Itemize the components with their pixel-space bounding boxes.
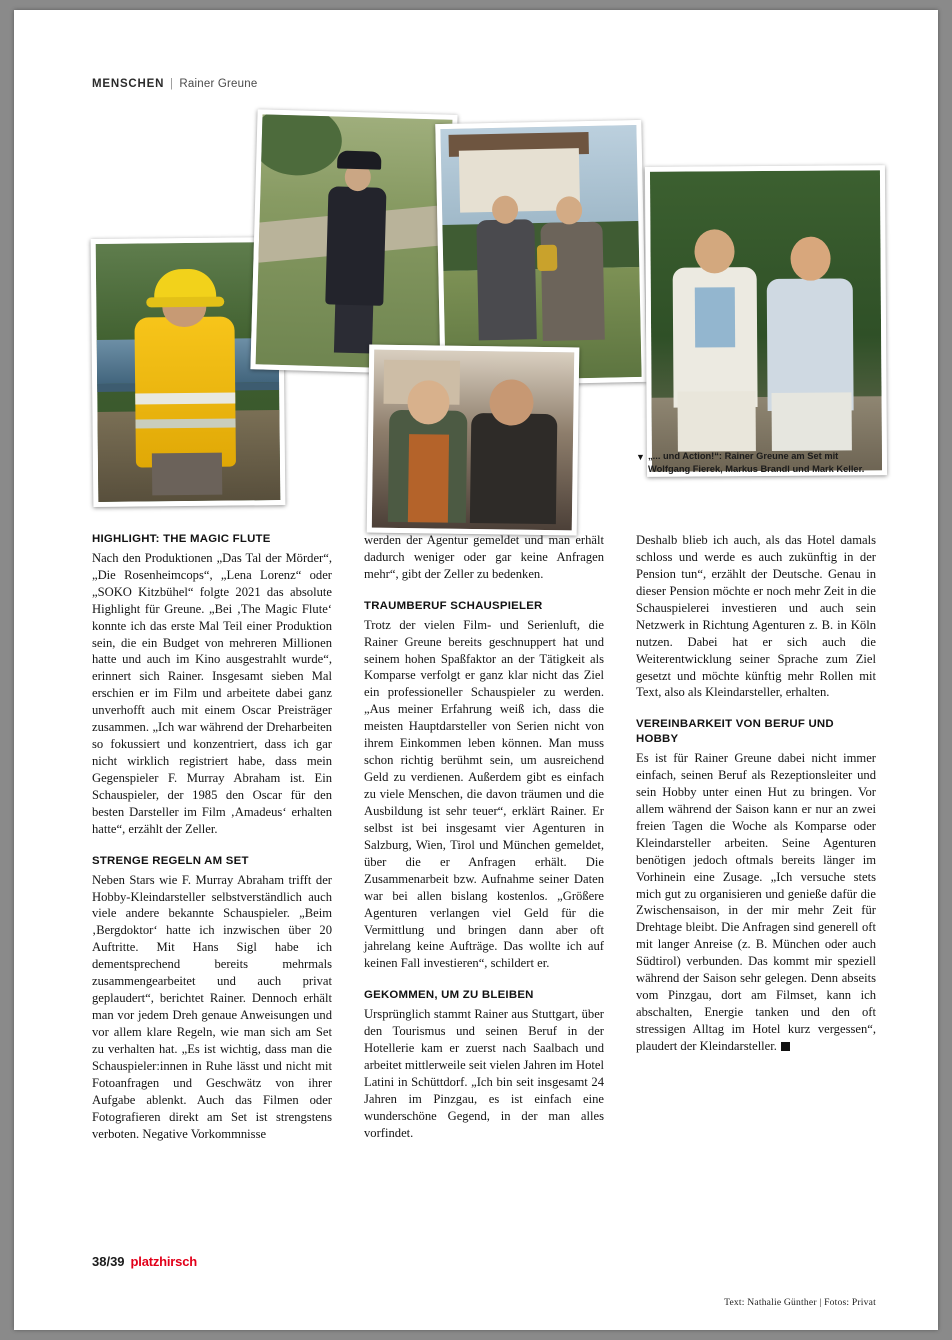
- paragraph: Deshalb blieb ich auch, als das Hotel damals schloss und werde es auch zukünftig in der Pension tun“, erzählt der Deutsche. Genau in dieser Pension möchte er noch mehr Zeit in die Schauspielerei investieren und auch sein Netzwerk in Richtung Agenturen z. B. in Köln nutzen. Dabei hat er sich auch die Weiterentwicklung seiner Sprache zum Ziel gesetzt und möchte künftig mehr Rollen mit Text, also als Kleindarsteller, erhalten.: [636, 533, 876, 700]
- photo-caption: [636, 450, 878, 477]
- page-footer: [92, 1254, 197, 1269]
- caption-marker-icon: ▼: [636, 452, 645, 462]
- photo-two-men-thumbs-up: [645, 165, 887, 477]
- paragraph: Ursprünglich stammt Rainer aus Stuttgart, über den Tourismus und seinen Beruf in der Hotellerie kam er zuerst nach Saalbach und arbeitet mittlerweile seit vielen Jahren im Hotel Latini in Schüttdorf. „Ich bin seit insgesamt 24 Jahren im Pinzgau, es ist einfach eine wunderschöne Gegend, in der man alles vorfindet.: [364, 1007, 604, 1140]
- page-number: 38/39: [92, 1254, 125, 1269]
- magazine-page: [14, 10, 938, 1330]
- paragraph-last: [636, 750, 876, 1055]
- article-column-3: [636, 532, 876, 1055]
- caption-text: „... und Action!“: Rainer Greune am Set mit Wolfgang Fierek, Markus Brandl und Mark Keller.: [648, 451, 865, 475]
- paragraph-text: Es ist für Rainer Greune dabei nicht immer einfach, seinen Beruf als Rezeptionsleiter und sein Hobby unter einen Hut zu bringen. Vor allem während der Saison kann er nur an zwei freien Tagen die Woche als Komparse oder Kleindarsteller arbeiten. Seine Agenturen benötigen jedoch oftmals bereits länger im Vorhinein eine Zusage. „Ich versuche stets mich gut zu organisieren und genieße dafür die Zwischensaison, in der mir mehr Zeit für Drehtage bleibt. Die Anfragen sind generell oft mit langer Anreise (z. B. München oder auch Südtirol) verbunden. Das kommt mir speziell während der Saison sehr gelegen. Denn abseits vom Pinzgau, dort am Filmset, kann ich abschalten, Energie tanken und den oft stressigen Alltag im Hotel kurz vergessen“, plaudert der Kleindarsteller.: [636, 751, 876, 1053]
- breadcrumb-section: MENSCHEN: [92, 78, 165, 90]
- section-heading-gekommen: GEKOMMEN, UM ZU BLEIBEN: [364, 989, 534, 1002]
- paragraph: werden der Agentur gemeldet und man erhält dadurch weniger oder gar keine Anfragen mehr“, gibt der Zeller zu bedenken.: [364, 533, 604, 581]
- section-heading-traumberuf: TRAUMBERUF SCHAUSPIELER: [364, 599, 543, 612]
- photo-man-in-suit-with-hat: [250, 109, 457, 374]
- paragraph: Nach den Produktionen „Das Tal der Mörder“, „Die Rosenheimcops“, „Lena Lorenz“ oder „SOKO Kitzbühel“ folgte 2021 das absolute Highlight für Greune. „Bei ‚The Magic Flute‘ konnte ich das erste Mal Teil einer Produktion sein, die ein Budget von mehreren Millionen hatte und auch im Kino ausgestrahlt wurde“, erinnert sich Rainer. Insgesamt sieben Mal erschien er im Film und arbeitete dabei ganz unverhofft auch mit einem Oscar Preisträger zusammen. „Ich war während der Dreharbeiten so fokussiert und konzentriert, dass ich gar nicht wirklich registriert habe, dass mein Gegenspieler F. Murray Abraham ist. Ein Schauspieler, der 1985 den Oscar für den besten Darsteller im Film ‚Amadeus‘ erhalten hatte“, erzählt der Zeller.: [92, 550, 332, 836]
- photo-collage: [78, 98, 878, 498]
- article-credit: Text: Nathalie Günther | Fotos: Privat: [724, 1297, 876, 1308]
- photo-two-men-selfie: [367, 345, 580, 536]
- section-heading-strenge-regeln: STRENGE REGELN AM SET: [92, 854, 249, 867]
- paragraph: Trotz der vielen Film- und Serienluft, die Rainer Greune bereits geschnuppert hat und seinem hohen Spaßfaktor an der Tätigkeit als Komparse verfolgt er ganz klar nicht das Ziel ein professioneller Schauspieler zu werden. „Aus meiner Erfahrung weiß ich, dass die meisten Hauptdarsteller von Serien nicht von ihrem Einkommen leben können. Man muss schon richtig berühmt sein, um ausreichend Geld zu verdienen. Außerdem gibt es einfach zu viele Menschen, die davon träumen und die Ausbildung ist sehr teuer“, erklärt Rainer. Er selbst ist bei insgesamt vier Agenturen in Salzburg, Wien, Tirol und München gemeldet, über die er Anfragen erhält. Die Zusammenarbeit bzw. Aufnahme seiner Daten war bei allen bislang kostenlos. „Größere Agenturen verlangen viel Geld für die Vermittlung und bringen dann aber oft jahrelang keine Aufträge. Das wollte ich auf keinen Fall investieren“, schildert er.: [364, 617, 604, 971]
- article-column-2: [364, 532, 604, 1142]
- article-column-1: [92, 532, 332, 1143]
- paragraph: Neben Stars wie F. Murray Abraham trifft der Hobby-Kleindarsteller selbstverständlich auch viele andere bekannte Schauspieler. „Beim ‚Bergdoktor‘ hatte ich inzwischen über 20 Auftritte. Mit Hans Sigl habe ich dementsprechend bereits mehrmals zusammengearbeitet und auch privat geplaudert“, berichtet Rainer. Dennoch erhält man vor jedem Dreh genaue Anweisungen und vor allem klare Regeln, wie man sich am Set zu verhalten hat. „Es ist wichtig, dass man die Schauspieler:innen in Ruhe lässt und nicht mit Fotoanfragen und Geschwätz von ihrer Aufgabe ablenkt. Auch das Filmen oder Fotografieren direkt am Set ist strengstens verboten. Negative Vorkommnisse: [92, 872, 332, 1141]
- page-content: [78, 62, 878, 1308]
- magazine-brand: platzhirsch: [130, 1254, 197, 1269]
- section-heading-vereinbarkeit: VEREINBARKEIT VON BERUF UND HOBBY: [636, 718, 834, 746]
- breadcrumb-separator: |: [170, 78, 174, 90]
- breadcrumb: [92, 78, 257, 90]
- section-heading-highlight: HIGHLIGHT: THE MAGIC FLUTE: [92, 533, 271, 545]
- breadcrumb-subject: Rainer Greune: [179, 78, 258, 90]
- end-of-article-mark: [781, 1042, 790, 1051]
